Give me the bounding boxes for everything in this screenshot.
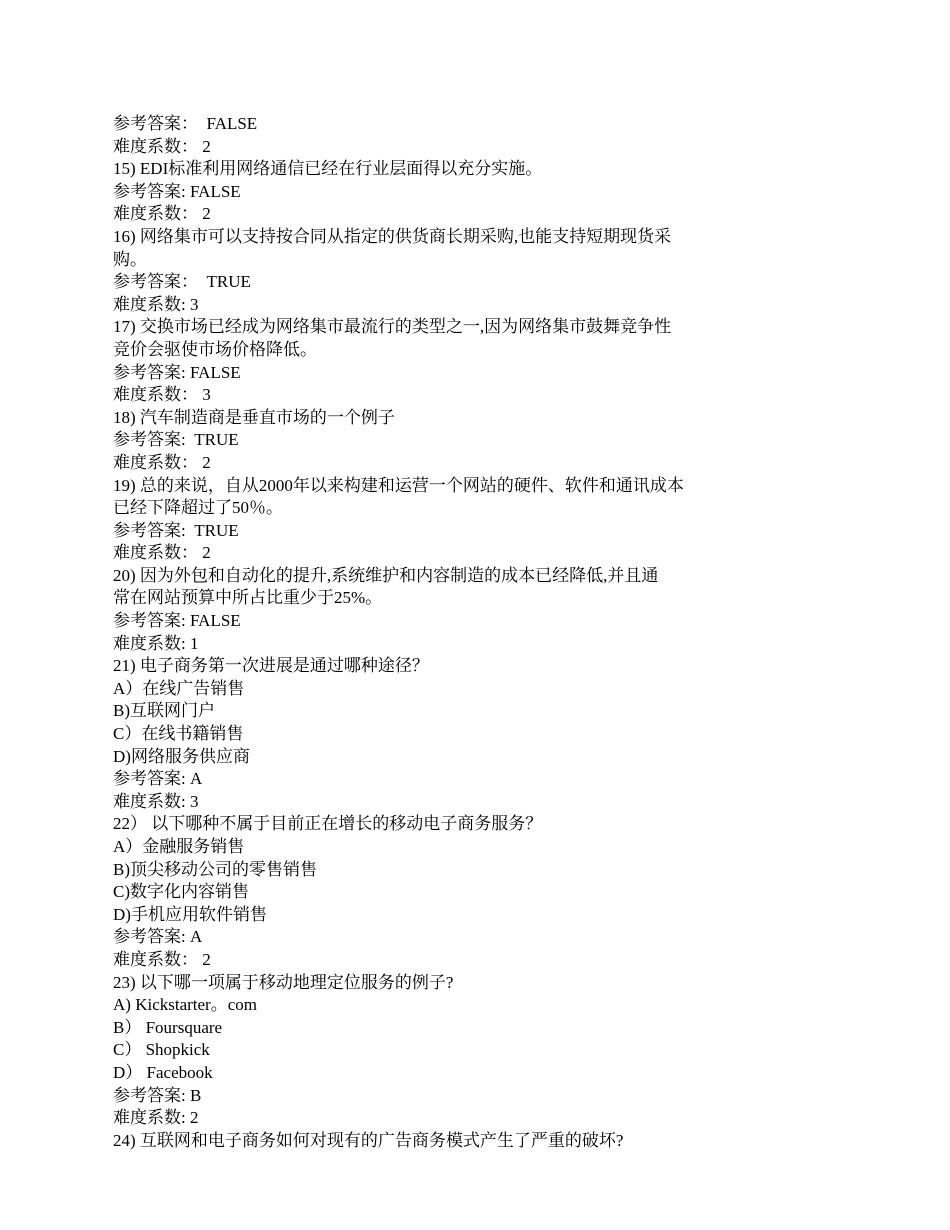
text-line: 常在网站预算中所占比重少于25%。 [113, 588, 383, 608]
text-line: D)网络服务供应商 [113, 746, 250, 766]
text-line: A) Kickstarter。com [113, 995, 257, 1015]
text-line: 23) 以下哪一项属于移动地理定位服务的例子? [113, 972, 454, 992]
text-line: 参考答案: FALSE [113, 611, 241, 631]
text-line: 难度系数： 2 [113, 949, 211, 969]
text-line: 参考答案： TRUE [113, 272, 251, 292]
document-page [113, 113, 753, 1152]
text-line: 难度系数： 2 [113, 136, 211, 156]
text-line: D)手机应用软件销售 [113, 904, 267, 924]
text-line: 参考答案: TRUE [113, 430, 239, 450]
text-line: 难度系数: 3 [113, 294, 199, 314]
text-line: 参考答案: FALSE [113, 362, 241, 382]
text-line: 竞价会驱使市场价格降低。 [113, 339, 317, 359]
text-line: C)数字化内容销售 [113, 882, 249, 902]
text-line: 难度系数： 2 [113, 204, 211, 224]
text-line: 15) EDI标准利用网络通信已经在行业层面得以充分实施。 [113, 159, 543, 179]
text-line: 19) 总的来说，自从2000年以来构建和运营一个网站的硬件、软件和通讯成本 [113, 475, 684, 495]
text-line: B)互联网门户 [113, 701, 215, 721]
text-line: 参考答案: TRUE [113, 520, 239, 540]
text-line: 17) 交换市场已经成为网络集市最流行的类型之一,因为网络集市鼓舞竞争性 [113, 317, 672, 337]
text-line: 参考答案: A [113, 927, 203, 947]
text-line: C）在线书籍销售 [113, 724, 244, 744]
text-line: 难度系数： 3 [113, 385, 211, 405]
text-line: 20) 因为外包和自动化的提升,系统维护和内容制造的成本已经降低,并且通 [113, 565, 659, 585]
text-line: 难度系数: 3 [113, 791, 199, 811]
text-line: 购。 [113, 249, 147, 269]
text-line: 难度系数： 2 [113, 452, 211, 472]
text-line: C） Shopkick [113, 1040, 210, 1060]
text-line: 难度系数： 2 [113, 543, 211, 563]
text-line: 24) 互联网和电子商务如何对现有的广告商务模式产生了严重的破坏? [113, 1130, 624, 1150]
text-line: 参考答案: B [113, 1085, 202, 1105]
text-line: 已经下降超过了50％。 [113, 498, 283, 518]
text-line: B)顶尖移动公司的零售销售 [113, 859, 317, 879]
text-line: 难度系数: 2 [113, 1108, 199, 1128]
text-line: 参考答案： FALSE [113, 114, 258, 133]
text-line: 21) 电子商务第一次进展是通过哪种途径？ [113, 656, 429, 676]
text-line: A）金融服务销售 [113, 837, 245, 856]
text-line: D） Facebook [113, 1062, 213, 1082]
text-line: 16) 网络集市可以支持按合同从指定的供货商长期采购,也能支持短期现货采 [113, 226, 672, 246]
text-line: 参考答案: A [113, 769, 203, 789]
text-line: 参考答案: FALSE [113, 181, 241, 201]
text-line: A）在线广告销售 [113, 678, 245, 698]
text-line: B） Foursquare [113, 1017, 223, 1037]
text-line: 18) 汽车制造商是垂直市场的一个例子 [113, 407, 395, 427]
text-line: 22） 以下哪种不属于目前正在增长的移动电子商务服务？ [113, 814, 543, 834]
text-line: 难度系数: 1 [113, 633, 199, 653]
